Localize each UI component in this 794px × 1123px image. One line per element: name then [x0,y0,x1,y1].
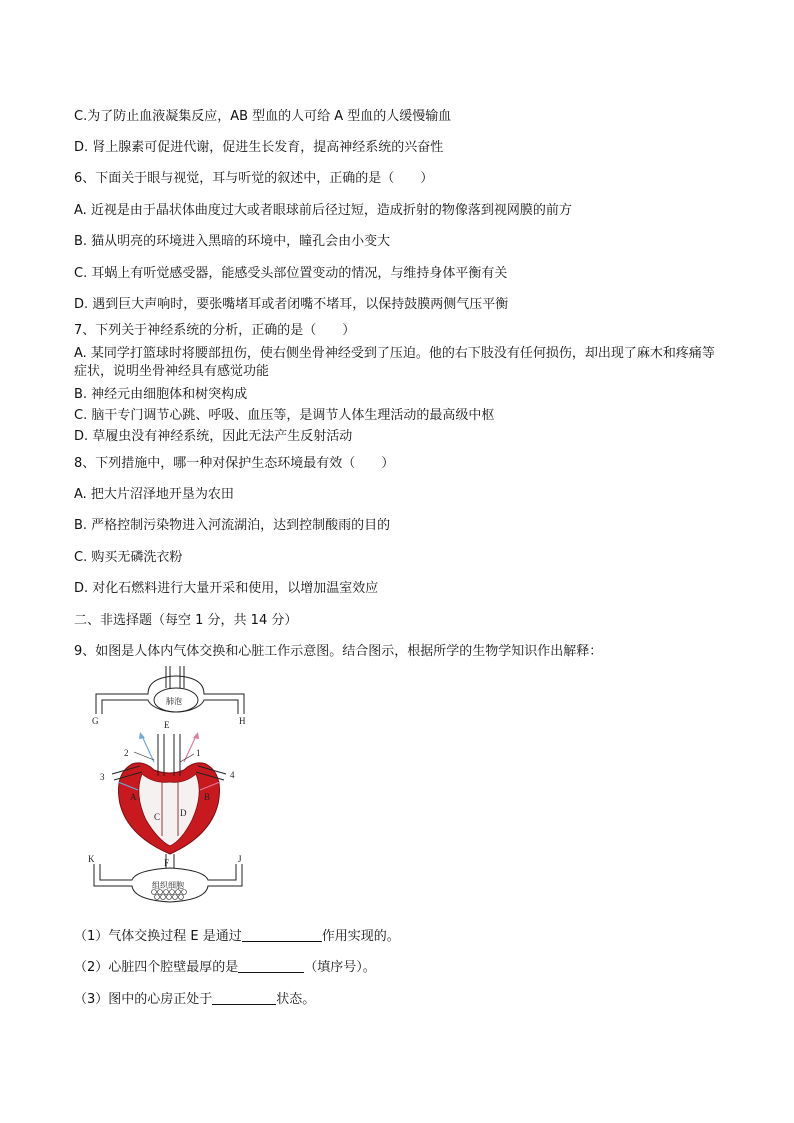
tissue-cell-label: 组织细胞 [152,881,184,890]
option-c-prev: C.为了防止血液凝集反应，AB 型血的人可给 A 型血的人缓慢输血 [74,109,452,124]
section-heading: 二、非选择题（每空 1 分，共 14 分） [74,613,298,628]
label-f: F [164,858,170,868]
answer-blank-3[interactable] [212,990,276,1005]
label-j: J [238,854,242,864]
label-c: C [154,812,161,822]
subquestion-3-prefix: （3）图中的心房正处于 [74,992,213,1007]
question-9: 9、如图是人体内气体交换和心脏工作示意图。结合图示，根据所学的生物学知识作出解释： [74,644,603,659]
gas-exchange-heart-diagram [84,664,254,904]
subquestion-3 [74,990,315,1009]
label-h: H [239,716,246,726]
label-a: A [130,792,137,802]
q8-option-c: C. 购买无磷洗衣粉 [74,550,183,565]
option-d-prev: D. 肾上腺素可促进代谢，促进生长发育，提高神经系统的兴奋性 [74,140,444,155]
answer-blank-1[interactable] [242,927,322,942]
q7-option-c: C. 脑干专门调节心跳、呼吸、血压等，是调节人体生理活动的最高级中枢 [74,408,495,423]
label-k: K [88,854,95,864]
subquestion-2-prefix: （2）心脏四个腔壁最厚的是 [74,960,239,975]
label-2: 2 [124,748,129,758]
q6-option-b: B. 猫从明亮的环境进入黑暗的环境中，瞳孔会由小变大 [74,234,391,249]
subquestion-3-suffix: 状态。 [276,992,316,1007]
q6-option-a: A. 近视是由于晶状体曲度过大或者眼球前后径过短，造成折射的物像落到视网膜的前方 [74,203,572,218]
label-e: E [164,720,170,730]
question-6: 6、下面关于眼与视觉，耳与听觉的叙述中，正确的是（ ） [74,171,434,186]
subquestion-1-suffix: 作用实现的。 [321,929,400,944]
subquestion-1-prefix: （1）气体交换过程 E 是通过 [74,929,242,944]
subquestion-2 [74,958,376,977]
label-4: 4 [230,770,235,780]
q7-option-b: B. 神经元由细胞体和树突构成 [74,387,248,402]
label-g: G [92,716,99,726]
q7-option-d: D. 草履虫没有神经系统，因此无法产生反射活动 [74,429,353,444]
answer-blank-2[interactable] [238,958,304,973]
q8-option-a: A. 把大片沼泽地开垦为农田 [74,487,234,502]
label-d: D [180,808,187,818]
pulmonary-circuit [96,666,244,714]
q6-option-d: D. 遇到巨大声响时，要张嘴堵耳或者闭嘴不堵耳，以保持鼓膜两侧气压平衡 [74,297,509,312]
question-8: 8、下列措施中，哪一种对保护生态环境最有效（ ） [74,456,395,471]
label-b: B [204,792,211,802]
heart-shape [119,763,220,854]
q6-option-c: C. 耳蜗上有听觉感受器，能感受头部位置变动的情况，与维持身体平衡有关 [74,266,508,281]
q8-option-b: B. 严格控制污染物进入河流湖泊，达到控制酸雨的目的 [74,518,391,533]
q7-option-a: A. 某同学打篮球时将腰部扭伤，使右侧坐骨神经受到了压迫。他的右下肢没有任何损伤，却出现了麻木和疼痛等症状，说明坐骨神经具有感觉功能 [74,346,715,379]
label-3: 3 [100,772,105,782]
q8-option-d: D. 对化石燃料进行大量开采和使用，以增加温室效应 [74,581,379,596]
question-7: 7、下列关于神经系统的分析，正确的是（ ） [74,323,356,338]
alveolus-label: 肺泡 [166,697,182,706]
label-1: 1 [196,748,201,758]
subquestion-1 [74,927,400,946]
subquestion-2-suffix: （填序号）。 [304,960,376,975]
